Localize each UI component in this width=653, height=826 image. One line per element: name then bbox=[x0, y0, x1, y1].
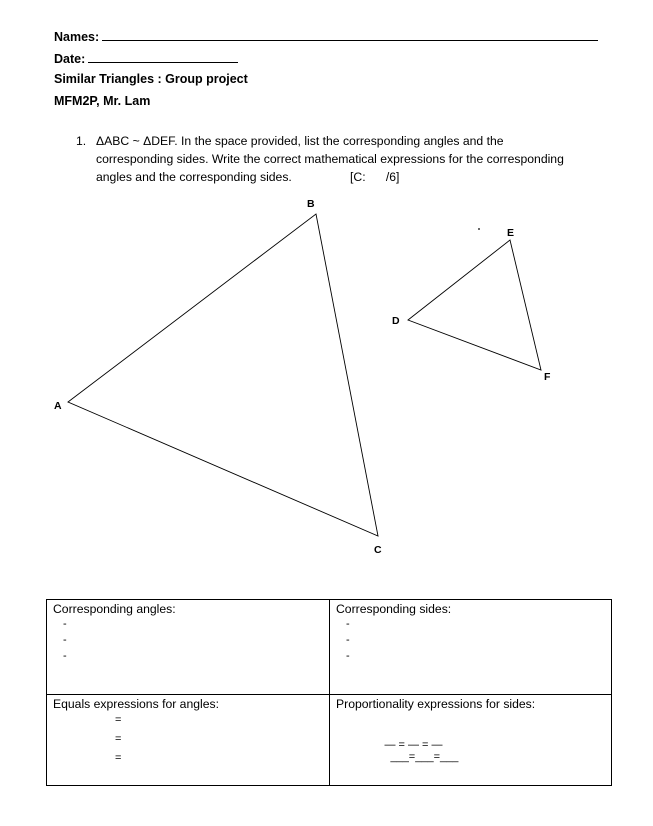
corresponding-angles-label: Corresponding angles: bbox=[53, 602, 176, 616]
proportionality-expressions-cell[interactable] bbox=[330, 695, 612, 786]
worksheet-title: Similar Triangles : Group project bbox=[54, 72, 248, 86]
corresponding-sides-label: Corresponding sides: bbox=[336, 602, 452, 616]
equals-mark: = bbox=[115, 733, 122, 745]
question-line-3: angles and the corresponding sides. bbox=[96, 170, 292, 184]
vertex-label-b: B bbox=[307, 198, 315, 210]
date-label: Date: bbox=[54, 52, 86, 66]
angle-bullet: - bbox=[63, 650, 67, 662]
question-line-1: ΔABC ~ ΔDEF. In the space provided, list the corresponding angles and the bbox=[96, 134, 504, 148]
triangle-abc bbox=[68, 214, 378, 536]
proportionality-template bbox=[336, 727, 605, 775]
proportionality-expressions-label: Proportionality expressions for sides: bbox=[336, 697, 536, 711]
vertex-label-f: F bbox=[544, 371, 551, 383]
marks-label: [C: /6] bbox=[350, 170, 400, 184]
side-bullet: - bbox=[346, 650, 350, 662]
corresponding-angles-cell[interactable] bbox=[47, 600, 330, 695]
side-bullet: - bbox=[346, 618, 350, 630]
course-info: MFM2P, Mr. Lam bbox=[54, 94, 151, 108]
equals-expressions-label: Equals expressions for angles: bbox=[53, 697, 219, 711]
triangle-def bbox=[408, 240, 541, 370]
vertex-label-e: E bbox=[507, 227, 515, 239]
equals-mark: = bbox=[115, 714, 122, 726]
names-label: Names: bbox=[54, 30, 100, 44]
angle-bullet: - bbox=[63, 618, 67, 630]
question-number: 1. bbox=[76, 134, 87, 148]
angle-bullet: - bbox=[63, 634, 67, 646]
vertex-label-d: D bbox=[392, 315, 400, 327]
side-bullet: - bbox=[346, 634, 350, 646]
answer-table bbox=[46, 599, 612, 786]
vertex-label-a: A bbox=[54, 400, 62, 412]
question-line-2: corresponding sides. Write the correct mathematical expressions for the corresponding bbox=[96, 152, 564, 166]
fraction-template-right: ___=___=___ bbox=[390, 751, 459, 763]
fraction-template-left: — = — = — bbox=[384, 739, 443, 751]
equals-mark: = bbox=[115, 752, 122, 764]
equals-expressions-cell[interactable] bbox=[47, 695, 330, 786]
corresponding-sides-cell[interactable] bbox=[330, 600, 612, 695]
stray-dot bbox=[478, 228, 480, 230]
vertex-label-c: C bbox=[374, 544, 382, 556]
